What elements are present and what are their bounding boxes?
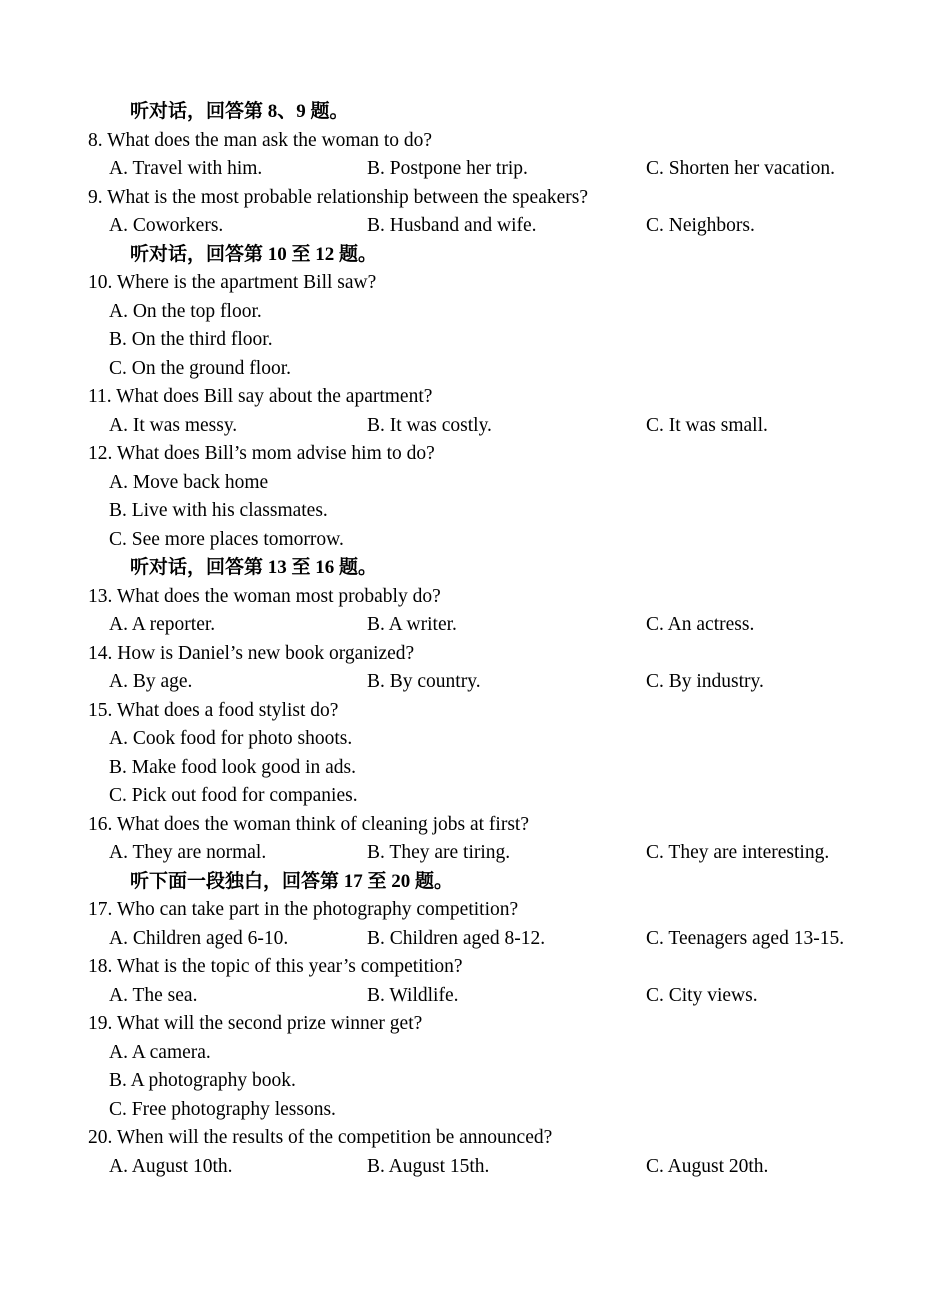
answer-options-row xyxy=(0,412,950,441)
question-stem: 20. When will the results of the competition be announced? xyxy=(88,1127,553,1148)
answer-options-row xyxy=(0,982,950,1011)
question-stem: 9. What is the most probable relationship between the speakers? xyxy=(88,186,588,208)
answer-option-b: B. Wildlife. xyxy=(367,984,459,1006)
answer-options-row xyxy=(0,212,950,241)
answer-option-c: C. City views. xyxy=(646,984,758,1006)
answer-options-row xyxy=(0,155,950,184)
section-instruction: 听对话，回答第 13 至 16 题。 xyxy=(130,557,378,578)
question-stem: 11. What does Bill say about the apartment? xyxy=(88,386,433,407)
answer-option: A. A camera. xyxy=(109,1041,211,1063)
answer-option: C. On the ground floor. xyxy=(109,357,291,379)
answer-option-c: C. Neighbors. xyxy=(646,215,755,236)
answer-option-b: B. By country. xyxy=(367,671,481,692)
question-stem: 16. What does the woman think of cleaning jobs at first? xyxy=(88,813,529,835)
answer-option-b: B. It was costly. xyxy=(367,414,492,436)
answer-option: C. See more places tomorrow. xyxy=(109,528,344,550)
answer-option: B. Live with his classmates. xyxy=(109,500,328,521)
question-stem: 15. What does a food stylist do? xyxy=(88,699,339,721)
answer-option: A. Move back home xyxy=(109,471,269,493)
answer-options-row xyxy=(0,925,950,954)
answer-option-a: A. Children aged 6-10. xyxy=(109,927,289,949)
answer-option-c: C. Shorten her vacation. xyxy=(646,158,835,179)
answer-options-row xyxy=(0,1153,950,1182)
answer-option: B. Make food look good in ads. xyxy=(109,756,356,778)
answer-option-c: C. August 20th. xyxy=(646,1155,769,1177)
answer-option-b: B. August 15th. xyxy=(367,1155,490,1177)
answer-option-c: C. Teenagers aged 13-15. xyxy=(646,927,845,949)
answer-option-c: C. An actress. xyxy=(646,614,755,635)
question-stem: 13. What does the woman most probably do? xyxy=(88,585,441,607)
answer-option: C. Pick out food for companies. xyxy=(109,785,358,806)
answer-option: C. Free photography lessons. xyxy=(109,1098,336,1120)
answer-options-row xyxy=(0,668,950,697)
answer-option-a: A. Travel with him. xyxy=(109,158,263,179)
answer-options-row xyxy=(0,839,950,868)
answer-option-a: A. By age. xyxy=(109,671,193,692)
answer-option-b: B. Postpone her trip. xyxy=(367,158,528,179)
section-instruction: 听对话，回答第 10 至 12 题。 xyxy=(130,243,378,265)
question-stem: 17. Who can take part in the photography competition? xyxy=(88,899,519,920)
answer-option-c: C. It was small. xyxy=(646,414,768,436)
answer-option: B. On the third floor. xyxy=(109,329,273,350)
answer-option-a: A. It was messy. xyxy=(109,414,238,436)
answer-option-a: A. Coworkers. xyxy=(109,215,224,236)
answer-option-a: A. They are normal. xyxy=(109,842,267,863)
answer-option-b: B. Children aged 8-12. xyxy=(367,927,546,949)
answer-option-a: A. August 10th. xyxy=(109,1155,233,1177)
question-stem: 12. What does Bill’s mom advise him to do? xyxy=(88,443,435,464)
answer-options-row xyxy=(0,611,950,640)
section-instruction: 听下面一段独白，回答第 17 至 20 题。 xyxy=(130,870,454,892)
exam-page xyxy=(0,98,950,1181)
answer-option: A. Cook food for photo shoots. xyxy=(109,728,353,749)
question-stem: 10. Where is the apartment Bill saw? xyxy=(88,272,377,293)
question-stem: 14. How is Daniel’s new book organized? xyxy=(88,642,415,664)
answer-option: A. On the top floor. xyxy=(109,300,262,322)
question-stem: 19. What will the second prize winner get? xyxy=(88,1013,423,1034)
answer-option-b: B. A writer. xyxy=(367,614,457,635)
answer-option-b: B. Husband and wife. xyxy=(367,215,537,236)
answer-option-c: C. They are interesting. xyxy=(646,842,830,863)
answer-option-a: A. The sea. xyxy=(109,984,198,1006)
answer-option-b: B. They are tiring. xyxy=(367,842,511,863)
question-stem: 18. What is the topic of this year’s competition? xyxy=(88,956,463,977)
question-stem: 8. What does the man ask the woman to do? xyxy=(88,129,433,151)
answer-option-c: C. By industry. xyxy=(646,671,764,692)
section-instruction: 听对话，回答第 8、9 题。 xyxy=(130,101,349,122)
answer-option: B. A photography book. xyxy=(109,1070,296,1091)
answer-option-a: A. A reporter. xyxy=(109,614,216,635)
